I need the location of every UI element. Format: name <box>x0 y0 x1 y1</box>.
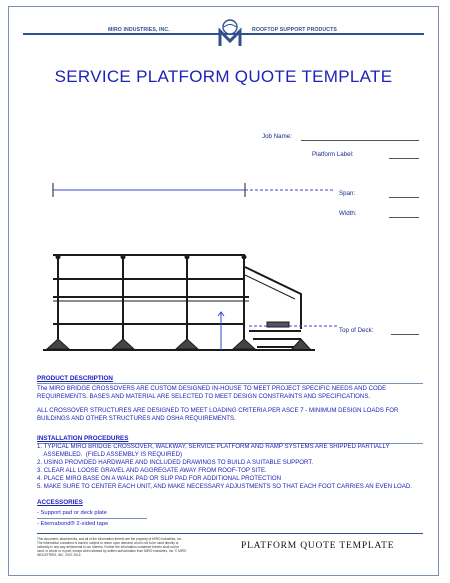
description-line: BUILDINGS AND OTHER STRUCTURES AND OSHA REQUIREMENTS. <box>37 415 236 422</box>
installation-list <box>37 443 429 491</box>
company-name: MIRO INDUSTRIES, INC. <box>105 27 173 33</box>
top-of-deck-label: Top of Deck: <box>339 327 374 334</box>
installation-step: 4. PLACE MIRO BASE ON A WALK PAD OR SLIP PAD FOR ADDITIONAL PROTECTION <box>37 475 282 482</box>
installation-step: 1. TYPICAL MIRO BRIDGE CROSSOVER, WALKWAY, SERVICE PLATFORM AND RAMP SYSTEMS ARE SHIPPED PARTIALLY <box>37 443 390 450</box>
description-line: The MIRO BRIDGE CROSSOVERS ARE CUSTOM DESIGNED IN-HOUSE TO MEET PROJECT SPECIFIC NEEDS AND CODE <box>37 385 387 392</box>
footer-disclaimer: This document, attachments, and all of the information therein are the property of MIRO Industries, Inc. The information contained is loaned, subject to return upon demand, and is not to be used directly or indirectly in any way detrimental to our interest. Further the information contained therein shall not be used, in whole or in part, except when allowed by written authorization from MIRO Industries, Inc. © MIRO INDUSTRIES, INC. 2007-2014 <box>37 537 187 557</box>
platform-drawing <box>39 179 339 369</box>
accessory-item: - Support pad or deck plate <box>37 510 107 516</box>
description-line: ALL CROSSOVER STRUCTURES ARE DESIGNED TO MEET LOADING CRITERIA PER ASCE 7 - MINIMUM DESIGN LOADS FOR <box>37 407 399 414</box>
section-rule <box>37 383 423 384</box>
product-description-text <box>37 385 429 423</box>
span-label: Span: <box>339 190 356 197</box>
installation-heading: INSTALLATION PROCEDURES <box>37 435 129 442</box>
division-name: ROOFTOP SUPPORT PRODUCTS <box>249 27 340 33</box>
span-field[interactable] <box>389 197 419 198</box>
page-header <box>9 19 438 49</box>
quote-page <box>8 6 439 576</box>
page-title: SERVICE PLATFORM QUOTE TEMPLATE <box>54 67 393 86</box>
accessory-item: - Eternabond® 2-sided tape <box>37 521 109 527</box>
platform-label-label: Platform Label: <box>312 151 354 158</box>
miro-logo-icon <box>217 19 243 47</box>
product-description-heading: PRODUCT DESCRIPTION <box>37 375 113 382</box>
width-label: Width: <box>339 210 357 217</box>
job-name-label: Job Name: <box>262 133 292 140</box>
width-field[interactable] <box>389 217 419 218</box>
installation-step: 5. MAKE SURE TO CENTER EACH UNIT, AND MAKE NECESSARY ADJUSTMENTS SO THAT EACH FOOT CARRIES AN EVEN LOAD. <box>37 483 412 490</box>
job-name-field[interactable] <box>301 140 419 141</box>
accessories-heading: ACCESSORIES <box>37 499 83 506</box>
installation-step: 3. CLEAR ALL LOOSE GRAVEL AND AGGREGATE AWAY FROM ROOF-TOP SITE. <box>37 467 267 474</box>
accessory-rule <box>37 518 147 519</box>
installation-step: ASSEMBLED. (FIELD ASSEMBLY IS REQUIRED) <box>37 451 183 458</box>
footer-rule <box>37 533 423 534</box>
description-line: REQUIREMENTS. BASES AND MATERIAL ARE SELECTED TO MEET DESIGN CONSTRAINTS AND SPECIFICATIONS. <box>37 393 371 400</box>
top-of-deck-field[interactable] <box>391 334 419 335</box>
installation-step: 2. USING PROVIDED HARDWARE AND INCLUDED DRAWINGS TO BUILD A SUITABLE SUPPORT. <box>37 459 314 466</box>
footer-title: PLATFORM QUOTE TEMPLATE <box>241 541 395 551</box>
platform-label-field[interactable] <box>389 158 419 159</box>
